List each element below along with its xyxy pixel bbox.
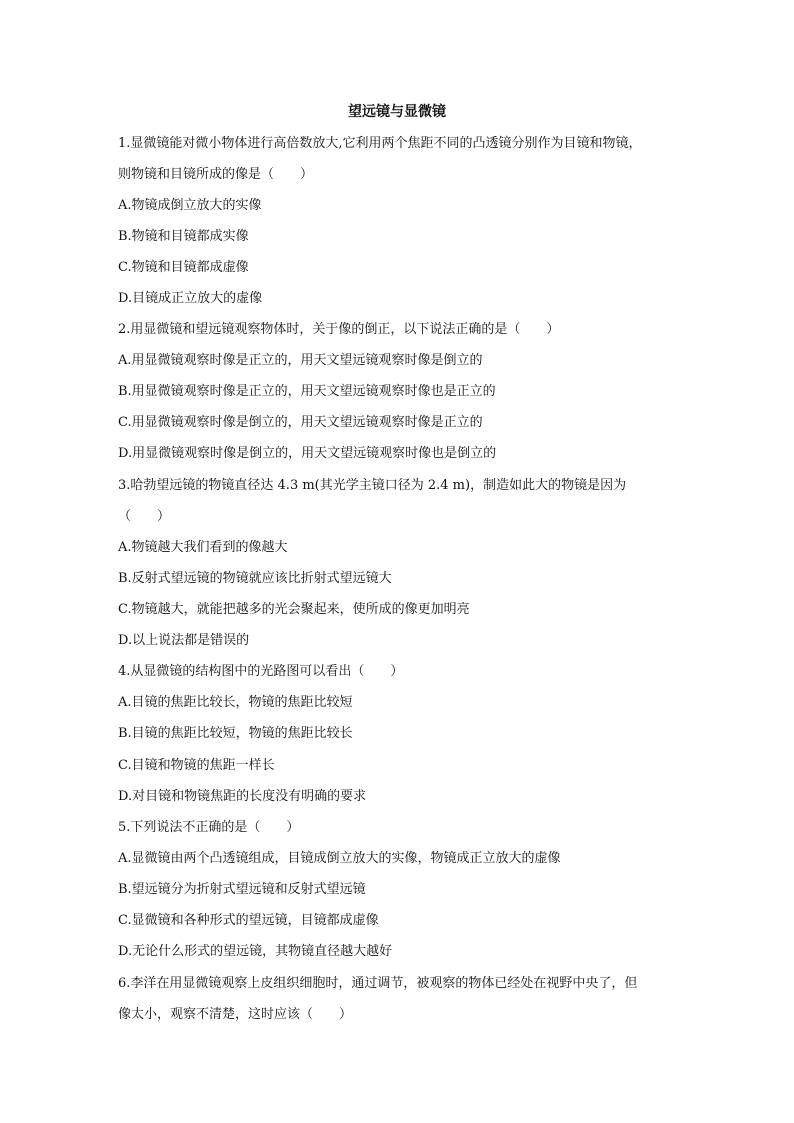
question-3-stem-line-2: （ ） bbox=[118, 509, 171, 524]
question-1-stem-line-1: 1.显微镜能对微小物体进行高倍数放大,它利用两个焦距不同的凸透镜分别作为目镜和物镜， bbox=[118, 136, 642, 151]
question-4-option-c: C.目镜和物镜的焦距一样长 bbox=[118, 758, 275, 773]
question-2-option-c: C.用显微镜观察时像是倒立的，用天文望远镜观察时像是正立的 bbox=[118, 415, 483, 430]
question-2-stem: 2.用显微镜和望远镜观察物体时，关于像的倒正，以下说法正确的是（ ） bbox=[118, 322, 560, 337]
question-4-stem: 4.从显微镜的结构图中的光路图可以看出（ ） bbox=[118, 664, 404, 679]
question-6-stem-line-2: 像太小，观察不清楚，这时应该（ ） bbox=[118, 1007, 353, 1022]
question-5-option-b: B.望远镜分为折射式望远镜和反射式望远镜 bbox=[118, 882, 366, 897]
question-3-option-c: C.物镜越大，就能把越多的光会聚起来，使所成的像更加明亮 bbox=[118, 602, 470, 617]
question-3-option-a: A.物镜越大我们看到的像越大 bbox=[118, 540, 288, 555]
question-3-stem-line-1: 3.哈勃望远镜的物镜直径达 4.3 m(其光学主镜口径为 2.4 m)，制造如此大的物镜是因为 bbox=[118, 478, 627, 493]
question-1-option-c: C.物镜和目镜都成虚像 bbox=[118, 260, 249, 275]
question-1-option-a: A.物镜成倒立放大的实像 bbox=[118, 198, 262, 213]
question-5-stem: 5.下列说法不正确的是（ ） bbox=[118, 820, 300, 835]
question-3-option-d: D.以上说法都是错误的 bbox=[118, 633, 250, 648]
question-4-option-a: A.目镜的焦距比较长，物镜的焦距比较短 bbox=[118, 695, 353, 710]
question-6-stem-line-1: 6.李洋在用显微镜观察上皮组织细胞时，通过调节，被观察的物体已经处在视野中央了，但 bbox=[118, 976, 638, 991]
question-5-option-a: A.显微镜由两个凸透镜组成，目镜成倒立放大的实像，物镜成正立放大的虚像 bbox=[118, 851, 561, 866]
question-2-option-d: D.用显微镜观察时像是倒立的，用天文望远镜观察时像也是倒立的 bbox=[118, 446, 497, 461]
question-5-option-d: D.无论什么形式的望远镜，其物镜直径越大越好 bbox=[118, 944, 393, 959]
question-1-option-d: D.目镜成正立放大的虚像 bbox=[118, 291, 263, 306]
question-1-option-b: B.物镜和目镜都成实像 bbox=[118, 229, 249, 244]
page-title: 望远镜与显微镜 bbox=[348, 104, 446, 120]
question-3-option-b: B.反射式望远镜的物镜就应该比折射式望远镜大 bbox=[118, 571, 392, 586]
question-2-option-b: B.用显微镜观察时像是正立的，用天文望远镜观察时像也是正立的 bbox=[118, 384, 496, 399]
question-4-option-b: B.目镜的焦距比较短，物镜的焦距比较长 bbox=[118, 726, 353, 741]
question-2-option-a: A.用显微镜观察时像是正立的，用天文望远镜观察时像是倒立的 bbox=[118, 353, 483, 368]
question-5-option-c: C.显微镜和各种形式的望远镜，目镜都成虚像 bbox=[118, 913, 379, 928]
question-4-option-d: D.对目镜和物镜焦距的长度没有明确的要求 bbox=[118, 789, 367, 804]
question-1-stem-line-2: 则物镜和目镜所成的像是（ ） bbox=[118, 167, 314, 182]
